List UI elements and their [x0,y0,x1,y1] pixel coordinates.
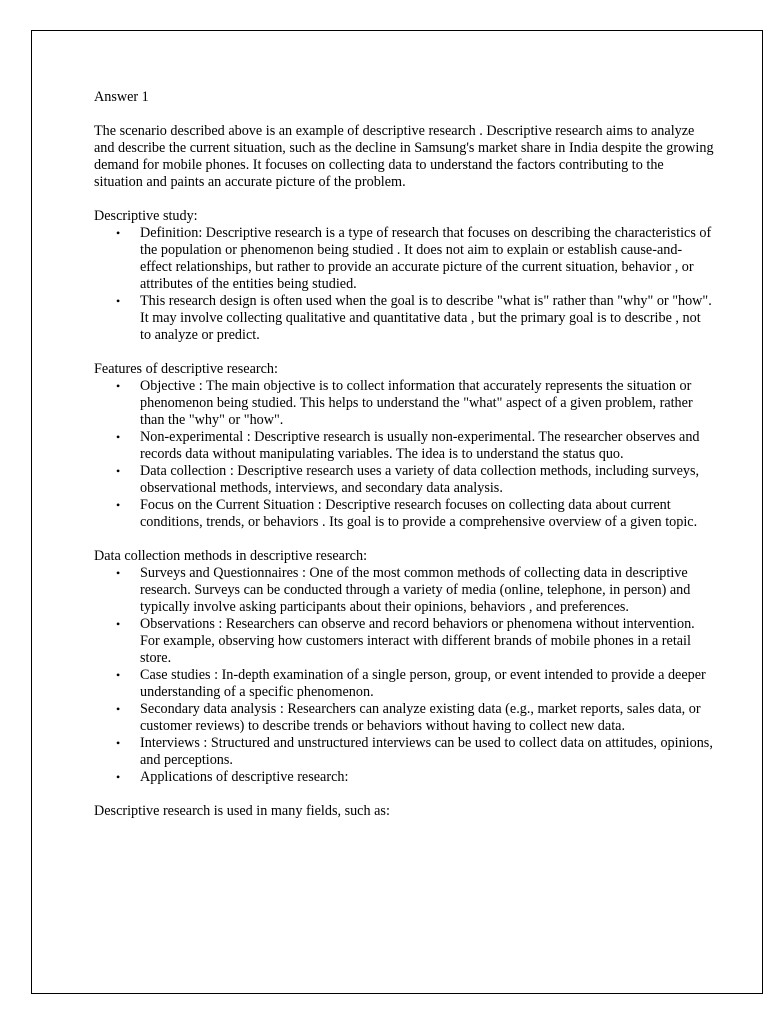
list-item [94,616,714,667]
list-item-text: Surveys and Questionnaires : One of the most common methods of collecting data in descriptive research. Surveys can be conducted through a variety of media (online, telephone, in person) and typically involve asking participants about their opinions, behaviors , and preferences. [140,565,691,615]
list-item-text: Interviews : Structured and unstructured interviews can be used to collect data on attitudes, opinions, and perceptions. [140,735,713,768]
list-item [94,225,714,293]
list-item [94,497,714,531]
bullet-icon: • [116,702,121,716]
list-item [94,429,714,463]
spacer [94,106,714,123]
bullet-icon: • [116,566,121,580]
list-item-text: Applications of descriptive research: [140,769,349,785]
bullet-list-data-collection-methods [94,565,714,786]
spacer [94,531,714,548]
list-item-text: This research design is often used when the goal is to describe "what is" rather than "why" or "how". It may involve collecting qualitative and quantitative data , but the primary goal is to describe , not to analyze or predict. [140,293,712,343]
bullet-icon: • [116,464,121,478]
list-item-text: Case studies : In-depth examination of a single person, group, or event intended to provide a deeper understanding of a specific phenomenon. [140,667,706,700]
bullet-list-features [94,378,714,531]
list-item [94,701,714,735]
list-item-text: Observations : Researchers can observe and record behaviors or phenomena without intervention. For example, observing how customers interact with different brands of mobile phones in a retail store. [140,616,695,666]
list-item-text: Focus on the Current Situation : Descriptive research focuses on collecting data about current conditions, trends, or behaviors . Its goal is to provide a comprehensive overview of a given topic. [140,497,698,530]
list-item [94,565,714,616]
section-title-features: Features of descriptive research: [94,361,278,377]
list-item [94,293,714,344]
section-title-data-collection-methods: Data collection methods in descriptive research: [94,548,368,564]
bullet-icon: • [116,379,121,393]
spacer [94,786,714,803]
answer-heading: Answer 1 [94,89,149,105]
list-item-text: Objective : The main objective is to collect information that accurately represents the situation or phenomenon being studied. This helps to understand the "what" aspect of a given problem, rather than the "why" or "how". [140,378,693,428]
bullet-icon: • [116,294,121,308]
list-item [94,769,714,786]
bullet-icon: • [116,770,121,784]
list-item-text: Data collection : Descriptive research uses a variety of data collection methods, including surveys, observational methods, interviews, and secondary data analysis. [140,463,700,496]
spacer [94,344,714,361]
bullet-icon: • [116,430,121,444]
bullet-icon: • [116,226,121,240]
document-page [31,30,763,994]
list-item [94,463,714,497]
document-body [94,89,714,820]
bullet-list-descriptive-study [94,225,714,344]
spacer [94,191,714,208]
bullet-icon: • [116,617,121,631]
section-title-descriptive-study: Descriptive study: [94,208,198,224]
list-item-text: Non-experimental : Descriptive research is usually non-experimental. The researcher observes and records data without manipulating variables. The idea is to understand the status quo. [140,429,700,462]
bullet-icon: • [116,668,121,682]
list-item [94,667,714,701]
list-item-text: Definition: Descriptive research is a type of research that focuses on describing the characteristics of the population or phenomenon being studied . It does not aim to explain or establish cause-and-effect relationships, but rather to provide an accurate picture of the current situation, behavior , or attributes of the entities being studied. [140,225,712,292]
bullet-icon: • [116,498,121,512]
list-item-text: Secondary data analysis : Researchers can analyze existing data (e.g., market reports, sales data, or customer reviews) to describe trends or behaviors without having to collect new data. [140,701,701,734]
closing-paragraph: Descriptive research is used in many fields, such as: [94,803,390,819]
list-item [94,735,714,769]
bullet-icon: • [116,736,121,750]
list-item [94,378,714,429]
intro-paragraph: The scenario described above is an example of descriptive research . Descriptive research aims to analyze and describe the current situation, such as the decline in Samsung's market share in India despite the growing demand for mobile phones. It focuses on collecting data to understand the factors contributing to the situation and paints an accurate picture of the problem. [94,123,714,190]
